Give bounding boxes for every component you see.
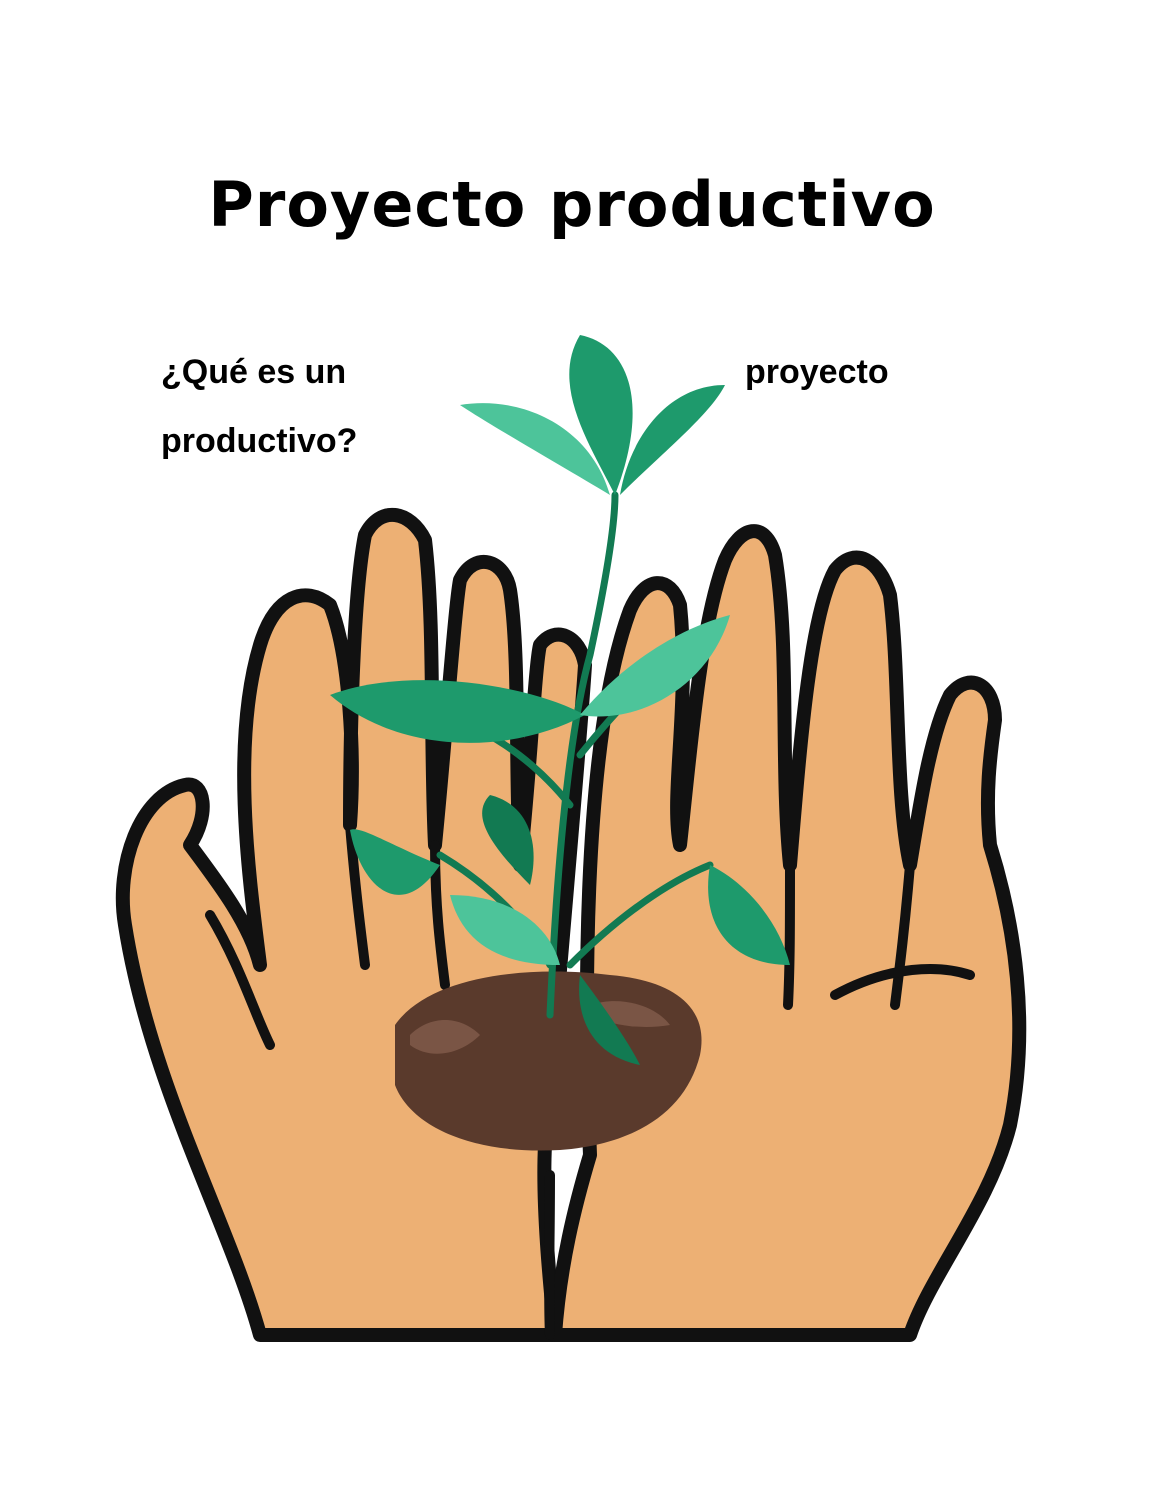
hands-holding-seedling-illustration xyxy=(110,325,1045,1345)
question-text-line1-right: proyecto xyxy=(745,353,889,391)
hands xyxy=(123,515,1019,1335)
page-title: Proyecto productivo xyxy=(208,168,936,241)
question-text-line2: productivo? xyxy=(161,422,358,460)
leaf xyxy=(620,385,725,495)
question-text-line1-left: ¿Qué es un xyxy=(161,353,347,391)
